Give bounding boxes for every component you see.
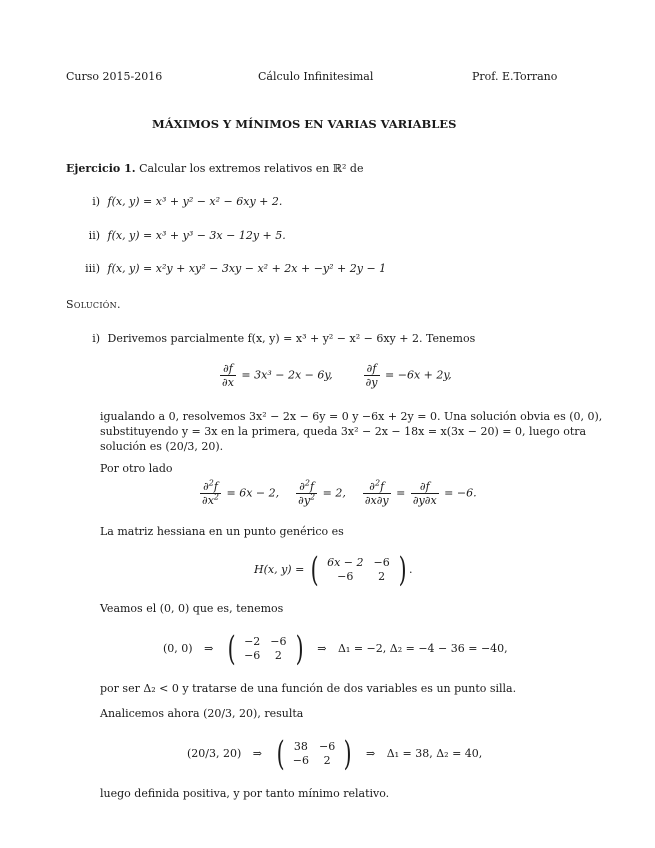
matrix-origin: ( −2 −6 −6 2 ) xyxy=(227,629,304,669)
matrix-cell: 2 xyxy=(274,649,282,662)
header-subject: Cálculo Infinitesimal xyxy=(258,70,374,83)
matrix-cell: −6 xyxy=(292,754,309,767)
point-label: (20/3, 20) xyxy=(187,747,242,760)
item-formula: f(x, y) = x³ + y³ − 3x − 12y + 5. xyxy=(107,229,286,242)
point-label: (0, 0) xyxy=(163,642,193,655)
frac-df-dx: $\frac{\partial f}{\partial x}$ xyxy=(222,362,234,389)
page-title: MÁXIMOS Y MÍNIMOS EN VARIAS VARIABLES xyxy=(152,117,457,131)
first-partials xyxy=(218,362,452,389)
fxx-rhs: = 6x − 2, xyxy=(226,486,280,500)
matrix-cell: −6 xyxy=(318,740,336,753)
solution-intro-line xyxy=(80,332,475,345)
origin-conclusion: por ser Δ₂ < 0 y tratarse de una función de dos variables es un punto silla. xyxy=(100,682,517,695)
matrix-second-point: ( 38 −6 −6 2 ) xyxy=(276,734,352,774)
solution-intro: Derivemos parcialmente f(x, y) = x³ + y² − x² − 6xy + 2. Tenemos xyxy=(107,332,476,345)
second-partials: $\frac{\partial^2f}{\partial x^2}$ = 6x − 2, $\frac{\partial^2f}{\partial y^2}$ = 2, $\frac{\partial^2f}{\partial x\partial y}$ = $\frac{\partial f}{\partial y\partial x}$ = −6. xyxy=(202,478,477,507)
frac-d2f-dxdy: $\frac{\partial^2f}{\partial x\partial y}$ xyxy=(364,478,389,507)
matrix-cell: −6 xyxy=(244,649,261,662)
matrix-cell: −2 xyxy=(244,635,261,648)
hessian-matrix: ( 6x − 2 −6 −6 2 ) xyxy=(310,550,407,590)
solution-label: Solución. xyxy=(66,298,121,311)
minors-result: Δ₁ = 38, Δ₂ = 40, xyxy=(386,747,483,760)
fyy-rhs: = 2, xyxy=(322,486,346,500)
frac-d2f-dy2: $\frac{\partial^2f}{\partial y^2}$ xyxy=(298,478,316,507)
matrix-cell: 38 xyxy=(293,740,308,753)
matrix-cell: 2 xyxy=(323,754,331,767)
exercise-item-3 xyxy=(80,262,386,275)
para1-line2: substituyendo y = 3x en la primera, queda 3x² − 2x − 18x = x(3x − 20) = 0, luego otra xyxy=(100,425,587,438)
fxy-end: = −6. xyxy=(444,486,477,500)
frac-df-dy: $\frac{\partial f}{\partial y}$ xyxy=(365,362,378,389)
matrix-cell: 6x − 2 xyxy=(327,556,364,569)
veamos-line: Veamos el (0, 0) que es, tenemos xyxy=(100,602,284,615)
second-point-conclusion: luego definida positiva, y por tanto mínimo relativo. xyxy=(100,787,390,800)
matrix-cell: −6 xyxy=(337,570,354,583)
header-professor: Prof. E.Torrano xyxy=(472,70,558,83)
fy-rhs: = −6x + 2y, xyxy=(385,368,452,382)
frac-d2f-dx2: $\frac{\partial^2f}{\partial x^2}$ xyxy=(202,478,219,507)
exercise-item-2 xyxy=(80,229,286,242)
minors-result: Δ₁ = −2, Δ₂ = −4 − 36 = −40, xyxy=(337,642,508,655)
hessian-intro: La matriz hessiana en un punto genérico es xyxy=(100,525,344,538)
hessian-lhs: H(x, y) = xyxy=(254,563,305,576)
por-otro-lado: Por otro lado xyxy=(100,462,173,475)
item-formula: f(x, y) = x³ + y² − x² − 6xy + 2. xyxy=(107,195,283,208)
solution-roman: i) xyxy=(92,332,100,345)
header-course: Curso 2015-2016 xyxy=(66,70,163,83)
para1-line1: igualando a 0, resolvemos 3x² − 2x − 6y = 0 y −6x + 2y = 0. Una solución obvia es (0, 0), xyxy=(100,410,603,423)
hessian-equation: H(x, y) = ( 6x − 2 −6 −6 2 ) . xyxy=(254,550,413,590)
frac-df-dydx: $\frac{\partial f}{\partial y\partial x}$ xyxy=(412,480,437,507)
matrix-cell: −6 xyxy=(373,556,390,569)
matrix-cell: 2 xyxy=(378,570,386,583)
para1-line3: solución es (20/3, 20). xyxy=(100,440,224,453)
exercise-item-1 xyxy=(80,195,282,208)
matrix-cell: −6 xyxy=(270,635,287,648)
item-roman: ii) xyxy=(88,229,100,242)
item-roman: iii) xyxy=(85,262,100,275)
exercise-label: Ejercicio 1. xyxy=(66,162,136,175)
item-roman: i) xyxy=(92,195,100,208)
point-origin-analysis: (0, 0) ⇒ ( −2 −6 −6 2 ) ⇒ Δ₁ = −2, Δ₂ = −4 − 36 = −40, xyxy=(163,629,508,669)
exercise-text: Calcular los extremos relativos en ℝ² de xyxy=(139,162,364,175)
item-formula: f(x, y) = x²y + xy² − 3xy − x² + 2x + −y² + 2y − 1 xyxy=(107,262,387,275)
analicemos-line: Analicemos ahora (20/3, 20), resulta xyxy=(100,707,304,720)
point-second-analysis: (20/3, 20) ⇒ ( 38 −6 −6 2 ) ⇒ Δ₁ = 38, Δ₂ = 40, xyxy=(187,734,483,774)
fx-rhs: = 3x³ − 2x − 6y, xyxy=(241,368,333,382)
exercise-statement xyxy=(66,162,363,175)
